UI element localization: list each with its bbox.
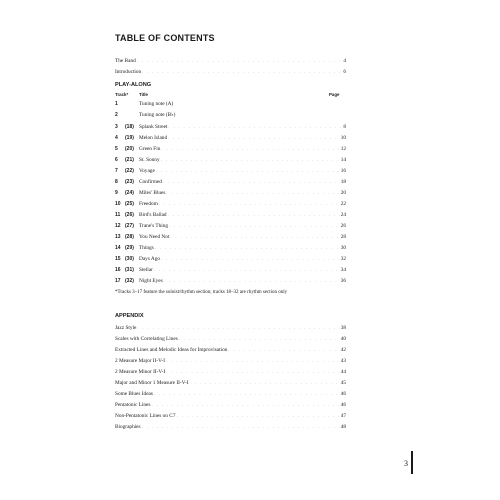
track-title: Stellar bbox=[139, 267, 153, 273]
track-title: Tuning note (B♭) bbox=[139, 112, 176, 118]
entry-title: Introduction bbox=[115, 69, 142, 75]
appendix-title: 2 Measure Major II-V-I bbox=[115, 358, 165, 364]
appendix-page: 46 bbox=[340, 402, 346, 408]
dot-leader bbox=[155, 244, 340, 251]
track-number: 11 bbox=[115, 212, 121, 218]
appendix-title: Non-Pentatonic Lines on C7 bbox=[115, 413, 176, 419]
appendix-row bbox=[115, 324, 346, 332]
appendix-title: Extracted Lines and Melodic Ideas for Improvisation bbox=[115, 347, 228, 353]
track-row bbox=[115, 244, 346, 252]
toc-entry bbox=[115, 68, 346, 76]
dot-leader bbox=[154, 390, 340, 397]
appendix-title: 2 Measure Minor II-V-I bbox=[115, 369, 166, 375]
dot-leader bbox=[168, 211, 340, 218]
footnote: *Tracks 3–17 feature the soloist/rhythm section; tracks 18–32 are rhythm section only bbox=[115, 290, 288, 295]
appendix-row bbox=[115, 357, 346, 365]
alt-track-number: (28) bbox=[125, 234, 134, 240]
track-number: 13 bbox=[115, 234, 121, 240]
track-row bbox=[115, 134, 346, 142]
alt-track-number: (22) bbox=[125, 168, 134, 174]
track-row bbox=[115, 189, 346, 197]
track-title: Melon Island bbox=[139, 135, 168, 141]
track-title: Green Fin bbox=[139, 146, 161, 152]
appendix-row bbox=[115, 379, 346, 387]
alt-track-number: (24) bbox=[125, 190, 134, 196]
track-page: 24 bbox=[340, 212, 346, 218]
track-page: 16 bbox=[340, 168, 346, 174]
appendix-title: Jazz Style bbox=[115, 325, 137, 331]
track-title: Freedom bbox=[139, 201, 158, 207]
track-title: Confirmed bbox=[139, 179, 162, 185]
alt-track-number: (30) bbox=[125, 256, 134, 262]
dot-leader bbox=[137, 324, 339, 331]
appendix-page: 47 bbox=[340, 413, 346, 419]
dot-leader bbox=[176, 412, 339, 419]
appendix-title: Some Blues Ideas bbox=[115, 391, 153, 397]
dot-leader bbox=[166, 189, 339, 196]
appendix-row bbox=[115, 335, 346, 343]
track-row bbox=[115, 156, 346, 164]
entry-page: 4 bbox=[343, 58, 346, 64]
track-title: Splank Street bbox=[139, 124, 168, 130]
track-row bbox=[115, 167, 346, 175]
dot-leader bbox=[161, 255, 340, 262]
dot-leader bbox=[159, 200, 340, 207]
page-title: TABLE OF CONTENTS bbox=[115, 33, 215, 43]
track-title: Voyage bbox=[139, 168, 155, 174]
dot-leader bbox=[179, 335, 340, 342]
dot-leader bbox=[228, 346, 339, 353]
dot-leader bbox=[156, 167, 340, 174]
appendix-page: 44 bbox=[340, 369, 346, 375]
appendix-page: 38 bbox=[340, 325, 346, 331]
alt-track-number: (19) bbox=[125, 135, 134, 141]
track-number: 15 bbox=[115, 256, 121, 262]
alt-track-number: (31) bbox=[125, 267, 134, 273]
dot-leader bbox=[168, 123, 342, 130]
track-number: 5 bbox=[115, 146, 118, 152]
dot-leader bbox=[142, 68, 342, 75]
track-page: 18 bbox=[340, 179, 346, 185]
track-title: Tuning note (A) bbox=[139, 101, 174, 107]
appendix-row bbox=[115, 346, 346, 354]
track-number: 8 bbox=[115, 179, 118, 185]
track-page: 14 bbox=[340, 157, 346, 163]
page-number-bar bbox=[411, 451, 413, 474]
track-number: 17 bbox=[115, 278, 121, 284]
track-row bbox=[115, 277, 346, 285]
appendix-row bbox=[115, 390, 346, 398]
dot-leader bbox=[142, 423, 340, 430]
column-header-title: Title bbox=[139, 92, 148, 97]
appendix-row bbox=[115, 368, 346, 376]
appendix-page: 42 bbox=[340, 347, 346, 353]
track-page: 32 bbox=[340, 256, 346, 262]
dot-leader bbox=[168, 134, 340, 141]
track-page: 28 bbox=[340, 234, 346, 240]
alt-track-number: (25) bbox=[125, 201, 134, 207]
track-page: 30 bbox=[340, 245, 346, 251]
toc-entry bbox=[115, 57, 346, 65]
track-title: You Need Not bbox=[139, 234, 170, 240]
track-page: 20 bbox=[340, 190, 346, 196]
track-number: 9 bbox=[115, 190, 118, 196]
alt-track-number: (23) bbox=[125, 179, 134, 185]
alt-track-number: (21) bbox=[125, 157, 134, 163]
section-heading-playalong: PLAY-ALONG bbox=[115, 82, 152, 88]
track-title: Bird's Ballad bbox=[139, 212, 167, 218]
track-number: 7 bbox=[115, 168, 118, 174]
appendix-title: Biographies bbox=[115, 424, 141, 430]
track-page: 12 bbox=[340, 146, 346, 152]
track-title: Night Eyes bbox=[139, 278, 163, 284]
alt-track-number: (32) bbox=[125, 278, 134, 284]
track-row bbox=[115, 145, 346, 153]
track-number: 1 bbox=[115, 101, 118, 107]
track-row bbox=[115, 123, 346, 131]
track-number: 14 bbox=[115, 245, 121, 251]
appendix-title: Scales with Correlating Lines bbox=[115, 336, 178, 342]
dot-leader bbox=[166, 368, 339, 375]
alt-track-number: (27) bbox=[125, 223, 134, 229]
appendix-page: 43 bbox=[340, 358, 346, 364]
track-title: Things bbox=[139, 245, 154, 251]
dot-leader bbox=[169, 222, 340, 229]
track-row bbox=[115, 266, 346, 274]
track-number: 16 bbox=[115, 267, 121, 273]
track-number: 10 bbox=[115, 201, 121, 207]
appendix-title: Pentatonic Lines bbox=[115, 402, 151, 408]
dot-leader bbox=[154, 266, 340, 273]
alt-track-number: (18) bbox=[125, 124, 134, 130]
track-page: 26 bbox=[340, 223, 346, 229]
dot-leader bbox=[137, 57, 343, 64]
dot-leader bbox=[166, 357, 340, 364]
section-heading-appendix: APPENDIX bbox=[115, 313, 144, 319]
appendix-page: 40 bbox=[340, 336, 346, 342]
entry-page: 6 bbox=[343, 69, 346, 75]
track-page: 8 bbox=[343, 124, 346, 130]
column-header-track: Track* bbox=[115, 92, 129, 97]
track-page: 36 bbox=[340, 278, 346, 284]
alt-track-number: (26) bbox=[125, 212, 134, 218]
alt-track-number: (29) bbox=[125, 245, 134, 251]
dot-leader bbox=[161, 145, 339, 152]
appendix-page: 46 bbox=[340, 391, 346, 397]
track-number: 4 bbox=[115, 135, 118, 141]
track-row bbox=[115, 112, 346, 119]
dot-leader bbox=[170, 233, 339, 240]
track-number: 3 bbox=[115, 124, 118, 130]
dot-leader bbox=[161, 156, 340, 163]
track-page: 10 bbox=[340, 135, 346, 141]
track-number: 2 bbox=[115, 112, 118, 118]
appendix-page: 45 bbox=[340, 380, 346, 386]
track-page: 34 bbox=[340, 267, 346, 273]
track-title: Trane's Thing bbox=[139, 223, 169, 229]
track-row bbox=[115, 200, 346, 208]
track-number: 12 bbox=[115, 223, 121, 229]
track-row bbox=[115, 233, 346, 241]
appendix-row bbox=[115, 423, 346, 431]
track-title: Days Ago bbox=[139, 256, 161, 262]
track-title: Miles' Blues bbox=[139, 190, 166, 196]
dot-leader bbox=[151, 401, 339, 408]
track-row bbox=[115, 101, 346, 108]
appendix-row bbox=[115, 401, 346, 409]
dot-leader bbox=[190, 379, 340, 386]
dot-leader bbox=[164, 277, 340, 284]
track-row bbox=[115, 255, 346, 263]
dot-leader bbox=[163, 178, 340, 185]
track-title: St. Sonny bbox=[139, 157, 160, 163]
appendix-row bbox=[115, 412, 346, 420]
track-number: 6 bbox=[115, 157, 118, 163]
appendix-page: 48 bbox=[340, 424, 346, 430]
track-row bbox=[115, 178, 346, 186]
entry-title: The Band bbox=[115, 58, 136, 64]
track-row bbox=[115, 222, 346, 230]
appendix-title: Major and Minor 1 Measure II-V-I bbox=[115, 380, 189, 386]
track-page: 22 bbox=[340, 201, 346, 207]
track-row bbox=[115, 211, 346, 219]
alt-track-number: (20) bbox=[125, 146, 134, 152]
page-number: 3 bbox=[404, 459, 408, 468]
column-header-page: Page bbox=[329, 92, 340, 97]
